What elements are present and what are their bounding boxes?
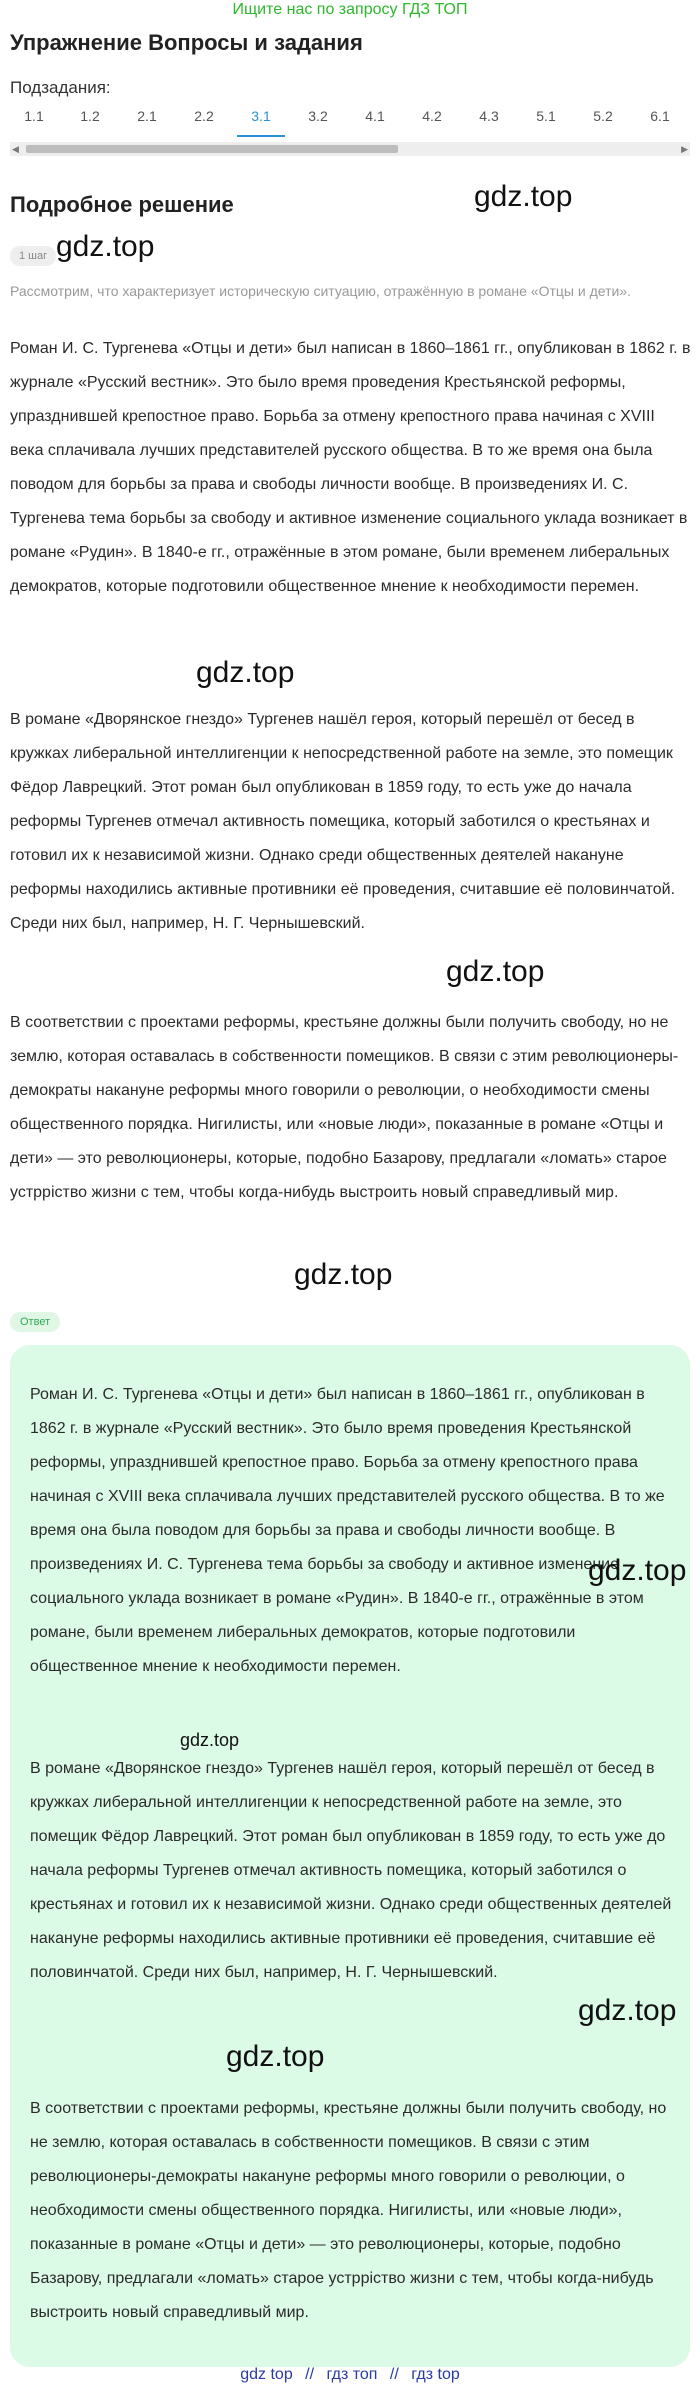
solution-paragraph: Роман И. С. Тургенева «Отцы и дети» был написан в 1860–1861 гг., опубликован в 1862 г. в журнале «Русский вестник». Это было время проведения Крестьянской реформы, упразднившей крепостное право. Борьба за отмену крепостного права начиная с XVIII века сплачивала лучших представителей русского общества. В то же время она была поводом для борьбы за права и свободы личности вообще. В произведениях И. С. Тургенева тема борьбы за свободу и активное изменение социального уклада возникает в романе «Рудин». В 1840-е гг., отражённые в этом романе, были временем либеральных демократов, которые подготовили общественное мнение к необходимости перемен. [10, 340, 691, 595]
watermark: gdz.top [226, 2040, 325, 2073]
tab-5-2[interactable]: 5.2 [593, 108, 613, 124]
answer-badge: Ответ [10, 1312, 60, 1332]
footer-separator: // [389, 2366, 399, 2383]
answer-paragraph: В романе «Дворянское гнездо» Тургенев нашёл героя, который перешёл от бесед в кружках либеральной интеллигенции к непосредственной работе на земле, это помещик Фёдор Лаврецкий. Этот роман был опубликован в 1859 году, то есть уже до начала реформы Тургенев отмечал активность помещика, который заботился о крестьянах и готовил их к независимой жизни. Однако среди общественных деятелей накануне реформы находились активные противники её проведения, считавшие её половинчатой. Среди них был, например, Н. Г. Чернышевский. [30, 1760, 672, 1981]
watermark: gdz.top [180, 1730, 240, 1750]
tab-3-2[interactable]: 3.2 [308, 108, 328, 124]
watermark: gdz.top [294, 1258, 393, 1291]
scrollbar-thumb[interactable] [26, 145, 398, 153]
footer-separator: // [305, 2366, 315, 2383]
answer-paragraph: Роман И. С. Тургенева «Отцы и дети» был написан в 1860–1861 гг., опубликован в 1862 г. в журнале «Русский вестник». Это было время проведения Крестьянской реформы, упразднившей крепостное право. Борьба за отмену крепостного права начиная с XVIII века сплачивала лучших представителей русского общества. В то же время она была поводом для борьбы за права и свободы личности вообще. В произведениях И. С. Тургенева тема борьбы за свободу и активное изменение социального уклада возникает в романе «Рудин». В 1840-е гг., отражённые в этом романе, были временем либеральных демократов, которые подготовили общественное мнение к необходимости перемен. [30, 1386, 665, 1675]
watermark: gdz.top [56, 230, 155, 263]
footer-link-gdz-top-mixed[interactable]: гдз top [411, 2366, 460, 2383]
scroll-right-icon[interactable]: ▶ [681, 144, 688, 154]
footer-link-gdz-top-ru[interactable]: гдз топ [326, 2366, 378, 2383]
tab-2-1[interactable]: 2.1 [137, 108, 157, 124]
scroll-left-icon[interactable]: ◀ [12, 144, 19, 154]
answer-paragraph: В соответствии с проектами реформы, крестьяне должны были получить свободу, но не землю, которая оставалась в собственности помещиков. В связи с этим революционеры-демократы накануне реформы много говорили о революции, о необходимости смены общественного порядка. Нигилисты, или «новые люди», показанные в романе «Отцы и дети» — это революционеры, которые, подобно Базарову, предлагали «ломать» старое устрріство жизни с тем, чтобы когда-нибудь выстроить новый справедливый мир. [30, 2100, 667, 2321]
tab-4-3[interactable]: 4.3 [479, 108, 499, 124]
tab-1-1[interactable]: 1.1 [24, 108, 44, 124]
watermark: gdz.top [446, 955, 545, 988]
watermark: gdz.top [588, 1554, 687, 1587]
tabs-scrollbar[interactable] [10, 142, 690, 156]
tab-6-1[interactable]: 6.1 [650, 108, 670, 124]
intro-text: Рассмотрим, что характеризует историческую ситуацию, отражённую в романе «Отцы и дети». [10, 283, 631, 299]
tab-1-2[interactable]: 1.2 [80, 108, 100, 124]
watermark: gdz.top [196, 656, 295, 689]
page-title: Упражнение Вопросы и задания [10, 30, 363, 55]
subtasks-label: Подзадания: [10, 78, 111, 97]
footer-link-gdz-top[interactable]: gdz top [240, 2366, 293, 2383]
active-tab-indicator [237, 135, 285, 137]
tab-5-1[interactable]: 5.1 [536, 108, 556, 124]
tab-3-1[interactable]: 3.1 [251, 108, 271, 124]
solution-paragraph: В романе «Дворянское гнездо» Тургенев нашёл героя, который перешёл от бесед в кружках либеральной интеллигенции к непосредственной работе на земле, это помещик Фёдор Лаврецкий. Этот роман был опубликован в 1859 году, то есть уже до начала реформы Тургенев отмечал активность помещика, который заботился о крестьянах и готовил их к независимой жизни. Однако среди общественных деятелей накануне реформы находились активные противники её проведения, считавшие её половинчатой. Среди них был, например, Н. Г. Чернышевский. [10, 711, 676, 932]
step-badge: 1 шаг [10, 246, 56, 266]
tab-4-1[interactable]: 4.1 [365, 108, 385, 124]
footer-links [0, 2366, 700, 2384]
tab-2-2[interactable]: 2.2 [194, 108, 214, 124]
watermark: gdz.top [474, 180, 573, 213]
section-title: Подробное решение [10, 192, 234, 217]
solution-paragraph: В соответствии с проектами реформы, крестьяне должны были получить свободу, но не землю, которая оставалась в собственности помещиков. В связи с этим революционеры-демократы накануне реформы много говорили о революции, о необходимости смены общественного порядка. Нигилисты, или «новые люди», показанные в романе «Отцы и дети» — это революционеры, которые, подобно Базарову, предлагали «ломать» старое устрріство жизни с тем, чтобы когда-нибудь выстроить новый справедливый мир. [10, 1014, 679, 1201]
subtask-tabs [10, 108, 690, 140]
watermark: gdz.top [578, 1994, 677, 2027]
tab-4-2[interactable]: 4.2 [422, 108, 442, 124]
top-banner: Ищите нас по запросу ГДЗ ТОП [232, 1, 468, 18]
